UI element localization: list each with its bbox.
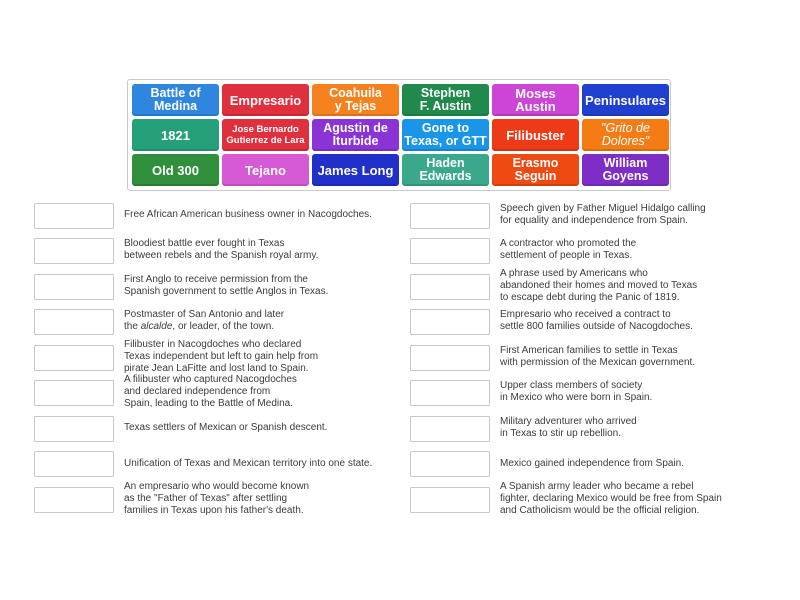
- tile-gone-to-texas-gtt[interactable]: Gone to Texas, or GTT: [402, 119, 489, 151]
- drop-zone[interactable]: [34, 238, 114, 264]
- clue-text-part: , or leader, of the town.: [172, 321, 275, 332]
- drop-zone[interactable]: [34, 487, 114, 513]
- drop-zone[interactable]: [410, 203, 490, 229]
- clue-text: A Spanish army leader who became a rebel fighter, declaring Mexico would be free from Spain and Catholicism would be the official religion.: [500, 481, 722, 516]
- clue-text: Bloodiest battle ever fought in Texas between rebels and the Spanish royal army.: [124, 238, 319, 261]
- drop-zone[interactable]: [34, 203, 114, 229]
- drop-zone[interactable]: [410, 416, 490, 442]
- tile-william-goyens[interactable]: William Goyens: [582, 154, 669, 186]
- clue-text: A phrase used by Americans who abandoned their homes and moved to Texas to escape debt during the Panic of 1819.: [500, 268, 698, 303]
- clue-text: Empresario who received a contract to settle 800 families outside of Nacogdoches.: [500, 309, 693, 332]
- clue-text-part: Postmaster of San Antonio and later the: [124, 309, 285, 332]
- clue-text: [124, 309, 389, 333]
- tile-erasmo-seguin[interactable]: Erasmo Seguin: [492, 154, 579, 186]
- clue-text: Speech given by Father Miguel Hidalgo calling for equality and independence from Spain.: [500, 203, 706, 226]
- clue-text: First Anglo to receive permission from the Spanish government to settle Anglos in Texas.: [124, 274, 329, 297]
- tile-peninsulares[interactable]: Peninsulares: [582, 84, 669, 116]
- tile-filibuster[interactable]: Filibuster: [492, 119, 579, 151]
- tile-1821[interactable]: 1821: [132, 119, 219, 151]
- drop-zone[interactable]: [34, 345, 114, 371]
- clue-text-italic: alcalde: [140, 321, 173, 332]
- tile-old-300[interactable]: Old 300: [132, 154, 219, 186]
- tile-jose-bernardo-gutierrez-de-lara[interactable]: Jose Bernardo Gutierrez de Lara: [222, 119, 309, 151]
- drop-zone[interactable]: [410, 274, 490, 300]
- drop-zone[interactable]: [410, 238, 490, 264]
- clue-text: Military adventurer who arrived in Texas to stir up rebellion.: [500, 416, 637, 439]
- clue-text: Texas settlers of Mexican or Spanish descent.: [124, 422, 328, 433]
- clue-text: Mexico gained independence from Spain.: [500, 458, 685, 469]
- drop-zone[interactable]: [410, 309, 490, 335]
- tile-haden-edwards[interactable]: Haden Edwards: [402, 154, 489, 186]
- clue-text: An empresario who would become known as the "Father of Texas" after settling families in Texas upon his father's death.: [124, 481, 310, 516]
- drop-zone[interactable]: [410, 345, 490, 371]
- tile-agustin-de-iturbide[interactable]: Agustin de Iturbide: [312, 119, 399, 151]
- clue-text: Unification of Texas and Mexican territory into one state.: [124, 458, 373, 469]
- tile-bank: [127, 79, 671, 191]
- tile-coahuila-y-tejas[interactable]: Coahuila y Tejas: [312, 84, 399, 116]
- drop-zone[interactable]: [34, 274, 114, 300]
- drop-zone[interactable]: [34, 451, 114, 477]
- clue-text: First American families to settle in Texas with permission of the Mexican government.: [500, 345, 696, 368]
- tile-moses-austin[interactable]: Moses Austin: [492, 84, 579, 116]
- clue-text: A filibuster who captured Nacogdoches and declared independence from Spain, leading to the Battle of Medina.: [124, 374, 297, 409]
- tile-battle-of-medina[interactable]: Battle of Medina: [132, 84, 219, 116]
- tile-stephen-f-austin[interactable]: Stephen F. Austin: [402, 84, 489, 116]
- clue-text: Free African American business owner in Nacogdoches.: [124, 209, 372, 220]
- tile-empresario[interactable]: Empresario: [222, 84, 309, 116]
- drop-zone[interactable]: [410, 451, 490, 477]
- clue-text: Filibuster in Nacogdoches who declared Texas independent but left to gain help from pirate Jean LaFitte and lost land to Spain.: [124, 339, 319, 374]
- drop-zone[interactable]: [34, 416, 114, 442]
- clue-text: Upper class members of society in Mexico who were born in Spain.: [500, 380, 653, 403]
- drop-zone[interactable]: [410, 487, 490, 513]
- tile-james-long[interactable]: James Long: [312, 154, 399, 186]
- drop-zone[interactable]: [34, 309, 114, 335]
- drop-zone[interactable]: [34, 380, 114, 406]
- tile-grito-de-dolores[interactable]: "Grito de Dolores": [582, 119, 669, 151]
- clue-text: A contractor who promoted the settlement of people in Texas.: [500, 238, 637, 261]
- drop-zone[interactable]: [410, 380, 490, 406]
- tile-tejano[interactable]: Tejano: [222, 154, 309, 186]
